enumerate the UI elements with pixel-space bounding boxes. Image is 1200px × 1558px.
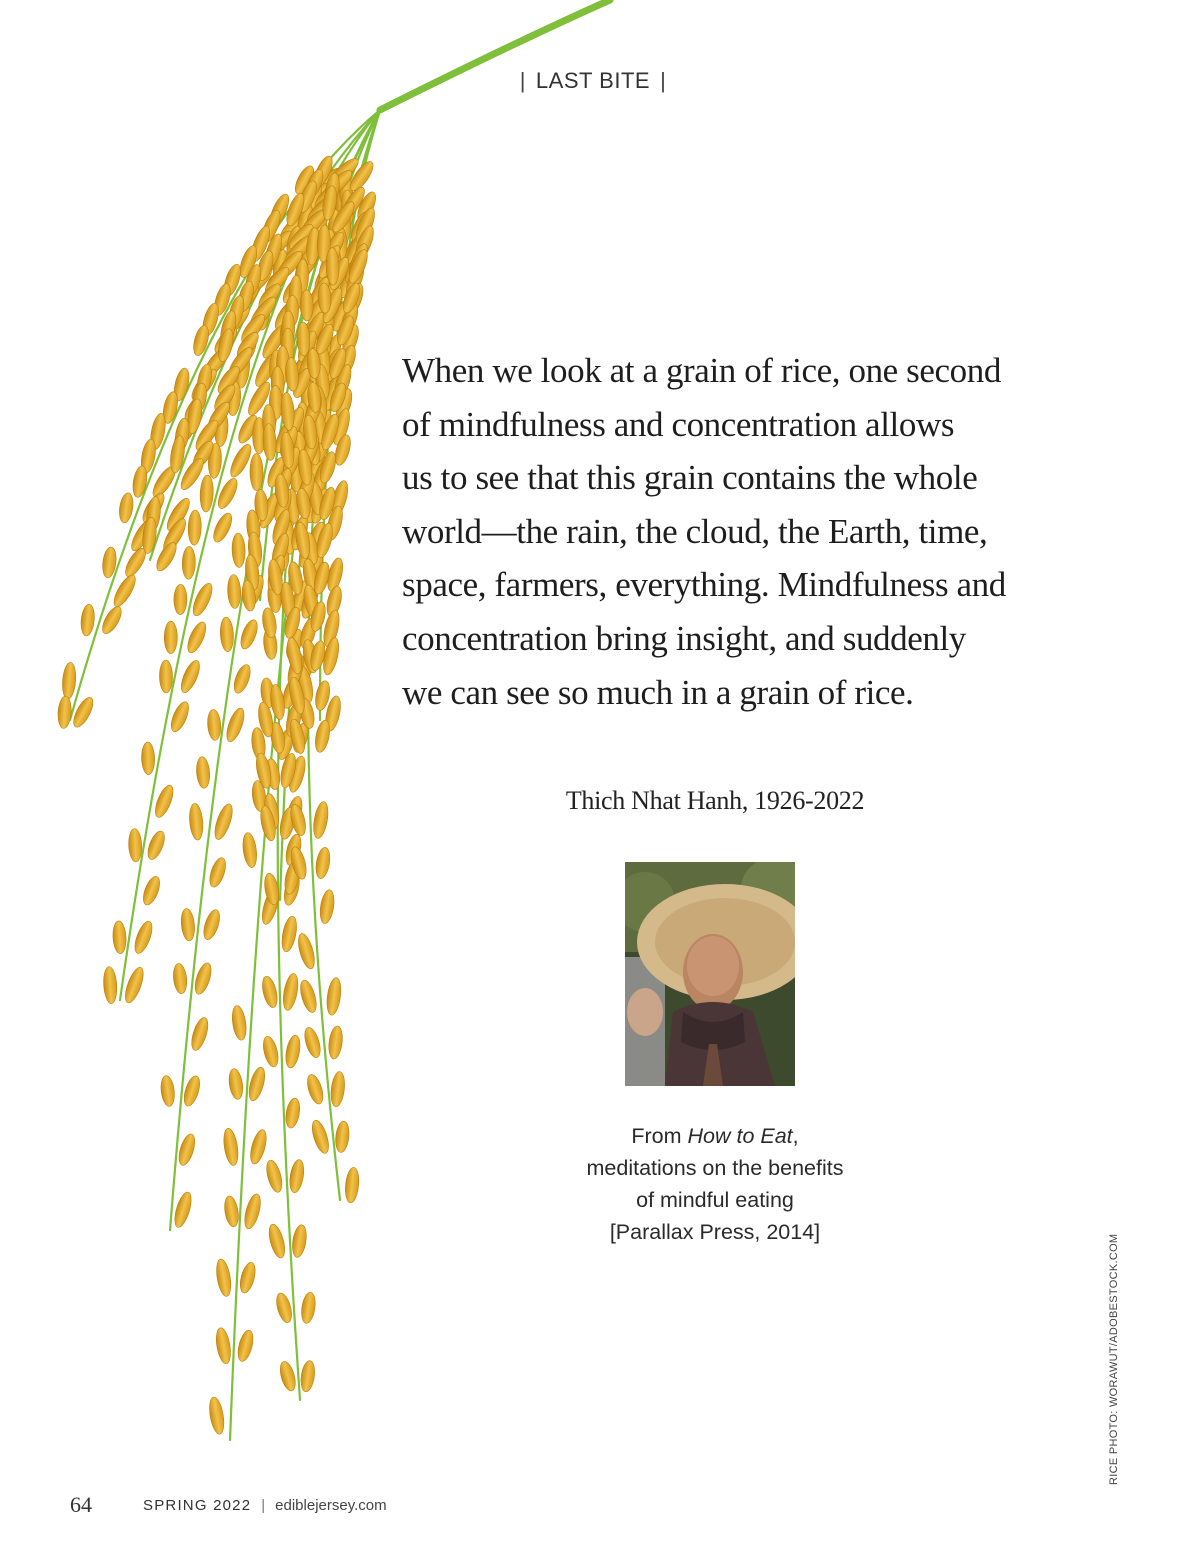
- page-number: 64: [70, 1492, 92, 1517]
- rice-grain: [181, 1074, 203, 1108]
- rice-grain: [238, 618, 261, 651]
- rice-grain: [180, 908, 196, 942]
- rice-grain: [128, 828, 142, 862]
- rice-grain: [302, 1026, 324, 1060]
- rice-grain: [227, 574, 242, 608]
- quote-line: When we look at a grain of rice, one second: [402, 351, 1001, 390]
- rice-grain: [80, 604, 96, 637]
- rice-grain: [223, 1195, 241, 1228]
- book-title: How to Eat: [687, 1124, 793, 1148]
- rice-grain: [61, 662, 77, 700]
- rice-grain: [188, 1016, 211, 1053]
- rice-grain: [172, 1190, 195, 1229]
- book-caption: [520, 1120, 910, 1248]
- quote-line: world—the rain, the cloud, the Earth, time,: [402, 511, 988, 551]
- rice-grain: [141, 517, 158, 555]
- rice-grain: [325, 977, 343, 1016]
- quote-line: we can see so much in a grain of rice.: [402, 672, 914, 712]
- rice-grain: [288, 1159, 306, 1194]
- rice-grain: [207, 1396, 226, 1435]
- rice-grain: [207, 856, 229, 889]
- rice-grain: [172, 963, 188, 994]
- rice-grain: [214, 1258, 233, 1297]
- rice-grain: [141, 742, 155, 775]
- caption-line-3: of mindful eating: [636, 1188, 794, 1212]
- rice-grain: [210, 511, 235, 545]
- rice-grain: [281, 972, 301, 1011]
- rice-grain: [304, 1073, 326, 1106]
- rice-grain: [232, 533, 246, 568]
- rice-grain: [237, 1261, 258, 1295]
- rice-grain: [290, 1224, 308, 1258]
- rice-grain: [214, 1327, 233, 1365]
- rice-grain: [314, 846, 332, 879]
- rice-grain: [201, 908, 223, 942]
- rice-grain: [168, 435, 187, 474]
- rice-grain: [168, 700, 192, 735]
- rice-grain: [131, 919, 155, 955]
- rice-grain: [159, 1075, 176, 1107]
- rice-grain: [299, 1360, 316, 1393]
- rice-grain: [152, 783, 177, 820]
- rice-grain: [329, 1071, 346, 1108]
- rice-grain: [279, 915, 299, 953]
- section-label: | LAST BITE |: [519, 68, 667, 93]
- rice-grain: [176, 1132, 198, 1167]
- rice-grain: [207, 709, 222, 741]
- main-stem: [380, 0, 610, 110]
- rice-grain: [334, 1120, 350, 1153]
- rice-grain: [174, 584, 187, 614]
- rice-grain: [57, 696, 72, 729]
- rice-grain: [102, 966, 117, 1004]
- quote-line: us to see that this grain contains the whole: [402, 458, 978, 498]
- caption-line-1: From How to Eat,: [631, 1124, 799, 1148]
- rice-grain: [264, 1159, 285, 1194]
- rice-grain: [266, 1223, 288, 1260]
- rice-grain: [131, 465, 149, 498]
- rice-grain: [230, 1005, 248, 1041]
- footer-separator: |: [261, 1496, 266, 1514]
- section-title: LAST BITE: [535, 68, 651, 93]
- rice-grain: [211, 802, 235, 842]
- rice-grain: [277, 1360, 298, 1393]
- rice-grain: [195, 756, 210, 788]
- rice-grain: [327, 1025, 344, 1060]
- rice-grain: [188, 510, 202, 546]
- rice-grain: [260, 975, 280, 1009]
- rice-grain: [140, 874, 163, 907]
- rice-grain: [344, 1167, 360, 1204]
- rice-grain: [164, 621, 177, 653]
- rice-grain: [284, 1097, 302, 1129]
- pull-quote: [402, 344, 1022, 719]
- rice-grain: [231, 663, 254, 696]
- rice-grain: [199, 475, 214, 513]
- rice-grain: [159, 660, 172, 693]
- rice-grain: [227, 1068, 244, 1100]
- rice-grain: [214, 476, 240, 511]
- rice-grain: [246, 1066, 268, 1103]
- rice-grain: [295, 932, 317, 971]
- rice-grain: [188, 803, 204, 841]
- rice-grain: [178, 658, 204, 695]
- rice-grain: [122, 965, 147, 1005]
- rice-grain: [311, 801, 330, 840]
- rice-grain: [182, 546, 196, 579]
- rice-grain: [318, 889, 336, 925]
- caption-line-2: meditations on the benefits: [586, 1156, 844, 1180]
- rice-grain: [261, 1035, 281, 1068]
- rice-grain: [223, 706, 247, 744]
- rice-grain: [293, 521, 312, 559]
- rice-grain: [219, 617, 234, 652]
- rice-grain: [300, 290, 313, 321]
- rice-grain: [70, 695, 97, 730]
- quote-line: of mindfulness and concentration allows: [402, 404, 955, 444]
- rice-grain: [297, 978, 319, 1014]
- rice-grain: [300, 1291, 317, 1324]
- page-footer: [70, 1490, 387, 1520]
- quote-attribution: Thich Nhat Hanh, 1926-2022: [565, 786, 865, 815]
- quote-line: space, farmers, everything. Mindfulness and: [402, 565, 1006, 605]
- rice-grain: [222, 1127, 241, 1166]
- photo-credit: RICE PHOTO: WORAWUT/ADOBESTOCK.COM: [1108, 1233, 1120, 1485]
- rice-grain: [309, 1118, 332, 1155]
- author-portrait: [625, 862, 795, 1086]
- caption-line-4: [Parallax Press, 2014]: [609, 1220, 821, 1244]
- rice-grain: [242, 1192, 264, 1230]
- rice-grain: [250, 454, 263, 491]
- website-link[interactable]: ediblejersey.com: [275, 1496, 387, 1514]
- rice-grain: [274, 1291, 295, 1324]
- rice-grain: [184, 620, 209, 656]
- quote-line: concentration bring insight, and suddenly: [402, 618, 966, 658]
- rice-grain: [247, 1128, 269, 1166]
- rice-grain: [118, 492, 135, 524]
- issue-date: SPRING 2022: [143, 1496, 252, 1514]
- rice-grain: [284, 1034, 303, 1069]
- rice-grain: [235, 1329, 256, 1363]
- rice-grain: [241, 832, 258, 869]
- rice-grain: [112, 921, 127, 955]
- rice-grain: [145, 829, 168, 862]
- rice-grain: [192, 961, 214, 996]
